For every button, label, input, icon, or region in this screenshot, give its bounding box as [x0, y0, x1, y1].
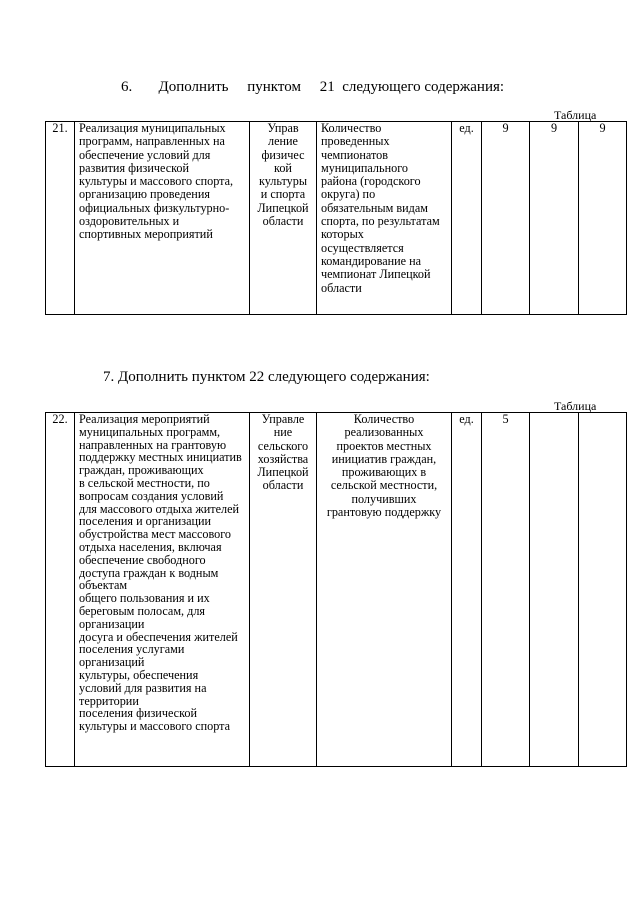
section-7-table: [45, 412, 627, 767]
row-number: 21.: [46, 122, 75, 315]
value-cell-2: 9: [530, 122, 579, 315]
unit-cell: ед.: [452, 122, 482, 315]
indicator-cell: Количество реализованных проектов местных инициатив граждан, проживающих в сельской местности, получивших грантовую поддержку: [317, 413, 452, 767]
row-number: 22.: [46, 413, 75, 767]
activity-cell: Реализация муниципальных программ, направленных на обеспечение условий для развития физической культуры и массового спорта, организацию проведения официальных физкультурно- оздоровительных и спортивных мероприятий: [75, 122, 250, 315]
table-row: [46, 413, 627, 767]
indicator-cell: Количество проведенных чемпионатов муниципального района (городского округа) по обязательным видам спорта, по результатам которых осуществляется командирование на чемпионат Липецкой области: [317, 122, 452, 315]
value-cell-1: 9: [482, 122, 530, 315]
executor-cell: Управле ние сельского хозяйства Липецкой области: [250, 413, 317, 767]
unit-cell: ед.: [452, 413, 482, 767]
value-cell-2: [530, 413, 579, 767]
table-row: [46, 122, 627, 315]
executor-cell: Управ ление физичес кой культуры и спорта Липецкой области: [250, 122, 317, 315]
section-6-table-tag: Таблица: [554, 108, 597, 122]
section-7-table-tag: Таблица: [554, 399, 597, 413]
section-6-heading: 6. Дополнить пунктом 21 следующего содержания:: [121, 79, 505, 95]
activity-cell: Реализация мероприятий муниципальных программ, направленных на грантовую поддержку местных инициатив граждан, проживающих в сельской местности, по вопросам создания условий для массового отдыха жителей поселения и организации обустройства мест массового отдыха населения, включая обеспечение свободного доступа граждан к водным объектам общего пользования и их береговым полосам, для организации досуга и обеспечения жителей поселения услугами организаций культуры, обеспечения условий для развития на территории поселения физической культуры и массового спорта: [75, 413, 250, 767]
section-6-table: [45, 121, 627, 315]
value-cell-3: [579, 413, 627, 767]
section-7-heading: 7. Дополнить пунктом 22 следующего содержания:: [103, 369, 430, 385]
value-cell-1: 5: [482, 413, 530, 767]
value-cell-3: 9: [579, 122, 627, 315]
